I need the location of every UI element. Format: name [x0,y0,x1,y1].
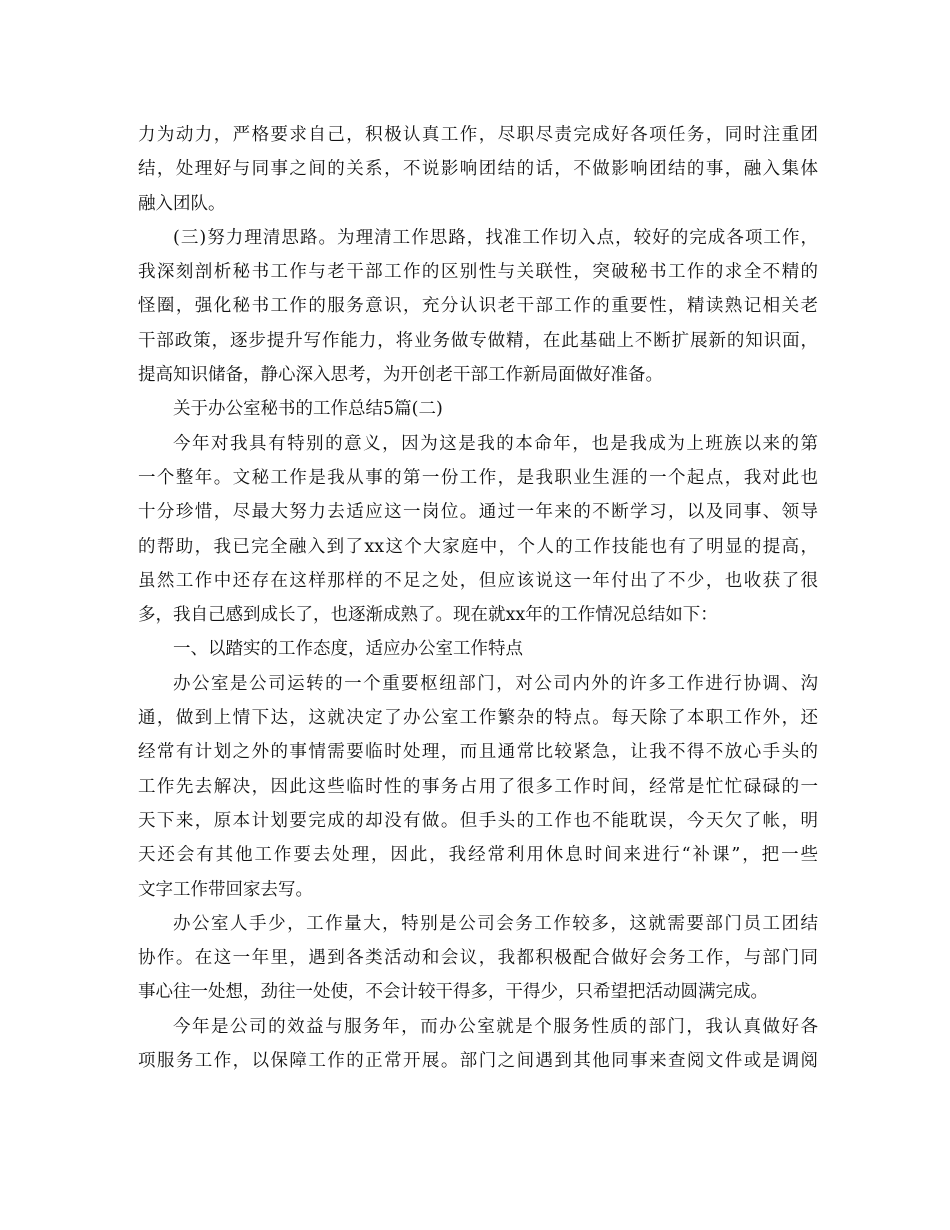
text-line: 办公室是公司运转的一个重要枢纽部门，对公司内外的许多工作进行协调、沟 [173,673,818,694]
text-line: 干部政策，逐步提升写作能力，将业务做专做精，在此基础上不断扩展新的知识面， [138,330,818,351]
text-line: 提高知识储备，静心深入思考，为开创老干部工作新局面做好准备。 [138,365,663,386]
text-line: 经常有计划之外的事情需要临时处理，而且通常比较紧急，让我不得不放心手头的 [138,742,818,763]
text-line: 今年对我具有特别的意义，因为这是我的本命年，也是我成为上班族以来的第 [173,433,818,454]
text-line: 融入团队。 [138,193,226,214]
text-line: 协作。在这一年里，遇到各类活动和会议，我都积极配合做好会务工作，与部门同 [138,948,818,969]
text-line: 关于办公室秘书的工作总结5篇(二) [173,399,443,420]
text-line: 结，处理好与同事之间的关系，不说影响团结的话，不做影响团结的事，融入集体 [138,159,818,180]
text-line: 项服务工作，以保障工作的正常开展。部门之间遇到其他同事来查阅文件或是调阅 [138,1051,818,1072]
text-line: 文字工作带回家去写。 [138,879,313,900]
text-line: 虽然工作中还存在这样那样的不足之处，但应该说这一年付出了不少，也收获了很 [138,570,818,591]
text-line: 我深刻剖析秘书工作与老干部工作的区别性与关联性，突破秘书工作的求全不精的 [138,262,818,283]
text-line: 怪圈，强化秘书工作的服务意识，充分认识老干部工作的重要性，精读熟记相关老 [138,296,818,317]
text-line: 办公室人手少，工作量大，特别是公司会务工作较多，这就需要部门员工团结 [173,913,818,934]
text-line: 一个整年。文秘工作是我从事的第一份工作，是我职业生涯的一个起点，我对此也 [138,467,818,488]
text-line: 十分珍惜，尽最大努力去适应这一岗位。通过一年来的不断学习，以及同事、领导 [138,502,818,523]
text-line: 多，我自己感到成长了，也逐渐成熟了。现在就xx年的工作情况总结如下： [138,605,718,626]
text-line: 通，做到上情下达，这就决定了办公室工作繁杂的特点。每天除了本职工作外，还 [138,708,818,729]
text-line: 的帮助，我已完全融入到了xx这个大家庭中，个人的工作技能也有了明显的提高， [138,536,818,557]
text-line: (三)努力理清思路。为理清工作思路，找准工作切入点，较好的完成各项工作， [173,227,818,248]
text-line: 天下来，原本计划要完成的却没有做。但手头的工作也不能耽误，今天欠了帐，明 [138,810,818,831]
text-line: 天还会有其他工作要去处理，因此，我经常利用休息时间来进行“补课”，把一些 [138,845,818,866]
text-line: 力为动力，严格要求自己，积极认真工作，尽职尽责完成好各项任务，同时注重团 [138,125,818,145]
text-line: 今年是公司的效益与服务年，而办公室就是个服务性质的部门，我认真做好各 [173,1016,818,1037]
document-body [138,118,818,1078]
text-line: 一、以踏实的工作态度，适应办公室工作特点 [173,639,523,660]
text-line: 工作先去解决，因此这些临时性的事务占用了很多工作时间，经常是忙忙碌碌的一 [138,776,818,797]
text-line: 事心往一处想，劲往一处使，不会计较干得多，干得少，只希望把活动圆满完成。 [138,982,768,1003]
